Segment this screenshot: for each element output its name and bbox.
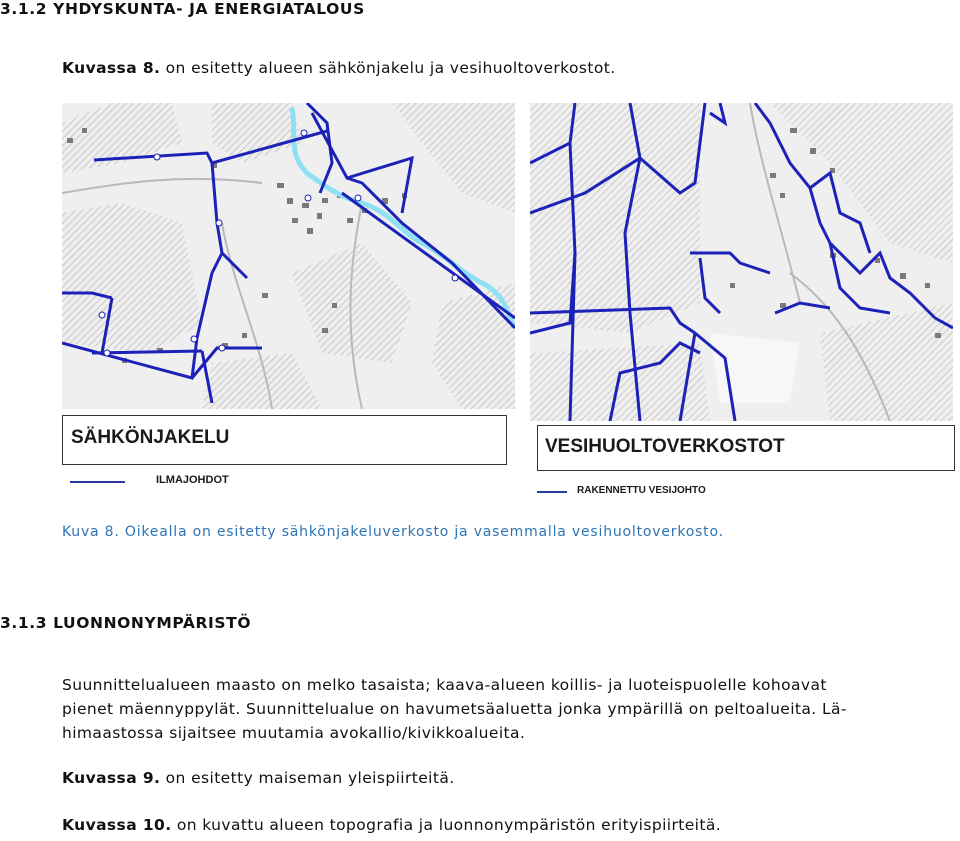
figure-ref: Kuvassa 8. [62,59,161,77]
figure10-reference [62,816,721,834]
water-legend-box [537,425,955,471]
water-legend-item: RAKENNETTU VESIJOHTO [577,485,706,496]
intro-text: on esitetty alueen sähkönjakelu ja vesihuoltoverkostot. [160,59,616,77]
water-legend-title: VESIHUOLTOVERKOSTOT [545,436,785,457]
figure-caption: Kuva 8. Oikealla on esitetty sähkönjakeluverkosto ja vasemmalla vesihuoltoverkosto. [62,524,724,540]
section-heading-313: 3.1.3 LUONNONYMPÄRISTÖ [0,614,252,632]
figure9-reference [62,769,455,787]
body-paragraph [62,673,922,745]
overhead-line-symbol [70,481,125,483]
intro-line [62,59,616,77]
figure-ref: Kuvassa 9. [62,769,161,787]
figure-ref: Kuvassa 10. [62,816,172,834]
water-pipe-symbol [537,491,567,493]
water-network-map [530,103,953,421]
section-heading-312: 3.1.2 YHDYSKUNTA- JA ENERGIATALOUS [0,0,365,18]
electricity-legend-item: ILMAJOHDOT [156,474,229,486]
electricity-map [62,103,515,409]
reference-text: on kuvattu alueen topografia ja luonnonympäristön erityispiirteitä. [171,816,722,834]
paragraph-line: pienet mäennyppylät. Suunnittelualue on havumetsäaluetta jonka ympärillä on peltoalueita. Lä- [62,700,847,718]
paragraph-line: himaastossa sijaitsee muutamia avokallio/kivikkoalueita. [62,724,526,742]
electricity-map-graphic [62,103,515,409]
electricity-legend-title: SÄHKÖNJAKELU [71,427,230,448]
water-network-map-graphic [530,103,953,421]
reference-text: on esitetty maiseman yleispiirteitä. [160,769,455,787]
paragraph-line: Suunnittelualueen maasto on melko tasaista; kaava-alueen koillis- ja luoteispuolelle kohoavat [62,676,827,694]
electricity-legend-box [62,415,507,465]
